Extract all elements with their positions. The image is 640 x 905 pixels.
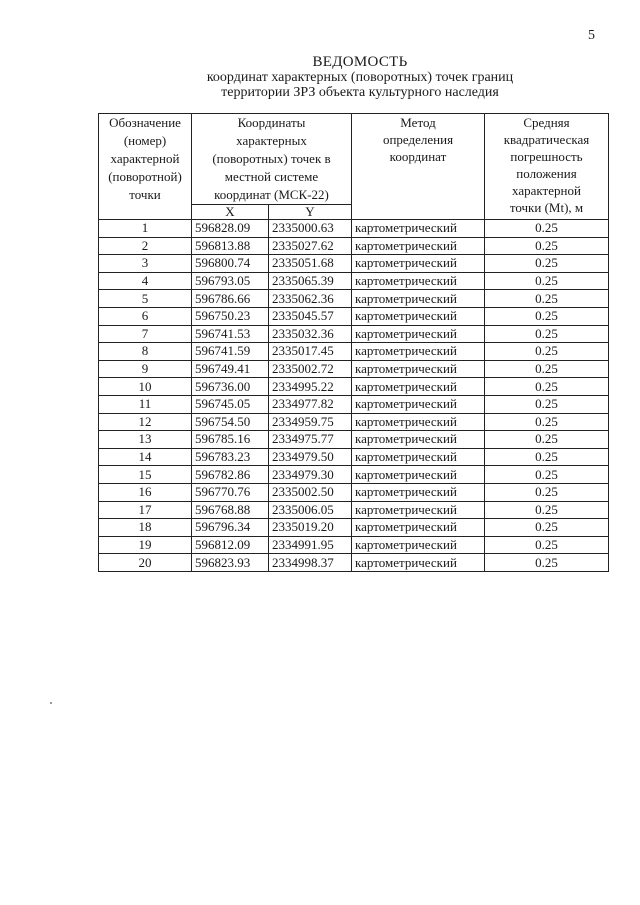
method-cell: картометрический: [352, 466, 485, 484]
y-cell: 2334979.50: [269, 448, 352, 466]
error-cell: 0.25: [485, 448, 609, 466]
point-number-cell: 1: [99, 220, 192, 238]
y-cell: 2335045.57: [269, 307, 352, 325]
table-row: [99, 290, 609, 308]
table-row: [99, 554, 609, 572]
y-cell: 2334975.77: [269, 431, 352, 449]
y-cell: 2335000.63: [269, 220, 352, 238]
error-cell: 0.25: [485, 378, 609, 396]
header-line: Обозначение: [109, 115, 181, 130]
method-cell: картометрический: [352, 448, 485, 466]
page-number: 5: [588, 28, 595, 43]
error-cell: 0.25: [485, 272, 609, 290]
header-designation: [99, 114, 192, 220]
table-row: [99, 483, 609, 501]
method-cell: картометрический: [352, 501, 485, 519]
document-heading: [160, 55, 560, 100]
y-cell: 2335019.20: [269, 519, 352, 537]
table-row: [99, 395, 609, 413]
header-line: координат: [389, 149, 447, 164]
y-cell: 2334979.30: [269, 466, 352, 484]
method-cell: картометрический: [352, 554, 485, 572]
method-cell: картометрический: [352, 307, 485, 325]
y-cell: 2335027.62: [269, 237, 352, 255]
header-coordinates: [192, 114, 352, 205]
table-row: [99, 272, 609, 290]
point-number-cell: 20: [99, 554, 192, 572]
point-number-cell: 11: [99, 395, 192, 413]
table-body: [99, 220, 609, 572]
x-cell: 596768.88: [192, 501, 269, 519]
header-line: характерной: [110, 151, 180, 166]
x-cell: 596783.23: [192, 448, 269, 466]
header-line: (номер): [123, 133, 167, 148]
point-number-cell: 6: [99, 307, 192, 325]
header-line: местной системе: [224, 169, 319, 184]
error-cell: 0.25: [485, 554, 609, 572]
header-line: (поворотной): [108, 169, 182, 184]
x-cell: 596749.41: [192, 360, 269, 378]
header-line: квадратическая: [503, 132, 590, 147]
error-cell: 0.25: [485, 501, 609, 519]
header-line: Координаты: [237, 115, 306, 130]
error-cell: 0.25: [485, 519, 609, 537]
method-cell: картометрический: [352, 536, 485, 554]
method-cell: картометрический: [352, 413, 485, 431]
point-number-cell: 18: [99, 519, 192, 537]
header-line: определения: [382, 132, 454, 147]
x-cell: 596754.50: [192, 413, 269, 431]
header-error: [485, 114, 609, 220]
table-row: [99, 413, 609, 431]
point-number-cell: 19: [99, 536, 192, 554]
table-row: [99, 431, 609, 449]
header-line: характерной: [512, 183, 581, 198]
x-cell: 596823.93: [192, 554, 269, 572]
method-cell: картометрический: [352, 272, 485, 290]
error-cell: 0.25: [485, 536, 609, 554]
error-cell: 0.25: [485, 343, 609, 361]
table-row: [99, 237, 609, 255]
x-cell: 596770.76: [192, 483, 269, 501]
method-cell: картометрический: [352, 237, 485, 255]
x-cell: 596796.34: [192, 519, 269, 537]
point-number-cell: 14: [99, 448, 192, 466]
table-row: [99, 255, 609, 273]
method-cell: картометрический: [352, 255, 485, 273]
error-cell: 0.25: [485, 237, 609, 255]
point-number-cell: 10: [99, 378, 192, 396]
header-line: погрешность: [510, 149, 583, 164]
y-cell: 2334977.82: [269, 395, 352, 413]
header-method: [352, 114, 485, 220]
document-title: ВЕДОМОСТЬ: [312, 54, 408, 70]
header-line: Средняя: [523, 115, 570, 130]
coordinates-table: [98, 113, 609, 572]
x-cell: 596793.05: [192, 272, 269, 290]
table-row: [99, 519, 609, 537]
table-row: [99, 466, 609, 484]
x-cell: 596741.53: [192, 325, 269, 343]
y-cell: 2335032.36: [269, 325, 352, 343]
table-row: [99, 220, 609, 238]
y-cell: 2335002.50: [269, 483, 352, 501]
table-row: [99, 360, 609, 378]
point-number-cell: 5: [99, 290, 192, 308]
x-cell: 596745.05: [192, 395, 269, 413]
method-cell: картометрический: [352, 290, 485, 308]
header-line: точки: [129, 187, 161, 202]
point-number-cell: 13: [99, 431, 192, 449]
header-x: X: [192, 205, 269, 220]
header-line: характерных: [236, 133, 307, 148]
error-cell: 0.25: [485, 307, 609, 325]
method-cell: картометрический: [352, 360, 485, 378]
error-cell: 0.25: [485, 395, 609, 413]
method-cell: картометрический: [352, 483, 485, 501]
method-cell: картометрический: [352, 220, 485, 238]
method-cell: картометрический: [352, 519, 485, 537]
x-cell: 596813.88: [192, 237, 269, 255]
table-row: [99, 325, 609, 343]
table-row: [99, 343, 609, 361]
error-cell: 0.25: [485, 290, 609, 308]
table-row: [99, 501, 609, 519]
y-cell: 2335065.39: [269, 272, 352, 290]
header-line: Метод: [400, 115, 436, 130]
table-row: [99, 448, 609, 466]
table-row: [99, 536, 609, 554]
header-y: Y: [269, 205, 352, 220]
method-cell: картометрический: [352, 395, 485, 413]
error-cell: 0.25: [485, 483, 609, 501]
x-cell: 596782.86: [192, 466, 269, 484]
method-cell: картометрический: [352, 325, 485, 343]
x-cell: 596785.16: [192, 431, 269, 449]
x-cell: 596741.59: [192, 343, 269, 361]
x-cell: 596786.66: [192, 290, 269, 308]
header-line: точки (Mt), м: [509, 200, 584, 215]
y-cell: 2335062.36: [269, 290, 352, 308]
error-cell: 0.25: [485, 255, 609, 273]
error-cell: 0.25: [485, 466, 609, 484]
document-subtitle-line-1: координат характерных (поворотных) точек границ: [206, 70, 514, 85]
error-cell: 0.25: [485, 360, 609, 378]
point-number-cell: 17: [99, 501, 192, 519]
header-line: координат (МСК-22): [214, 187, 329, 202]
header-line: (поворотных) точек в: [212, 151, 331, 166]
y-cell: 2335002.72: [269, 360, 352, 378]
x-cell: 596800.74: [192, 255, 269, 273]
error-cell: 0.25: [485, 413, 609, 431]
y-cell: 2334959.75: [269, 413, 352, 431]
method-cell: картометрический: [352, 343, 485, 361]
y-cell: 2334991.95: [269, 536, 352, 554]
y-cell: 2335051.68: [269, 255, 352, 273]
method-cell: картометрический: [352, 378, 485, 396]
table-row: [99, 307, 609, 325]
x-cell: 596750.23: [192, 307, 269, 325]
point-number-cell: 7: [99, 325, 192, 343]
error-cell: 0.25: [485, 325, 609, 343]
document-subtitle-line-2: территории ЗРЗ объекта культурного наследия: [221, 85, 499, 100]
x-cell: 596828.09: [192, 220, 269, 238]
point-number-cell: 8: [99, 343, 192, 361]
method-cell: картометрический: [352, 431, 485, 449]
x-cell: 596736.00: [192, 378, 269, 396]
point-number-cell: 16: [99, 483, 192, 501]
point-number-cell: 2: [99, 237, 192, 255]
error-cell: 0.25: [485, 431, 609, 449]
header-line: положения: [516, 166, 577, 181]
point-number-cell: 15: [99, 466, 192, 484]
y-cell: 2334998.37: [269, 554, 352, 572]
y-cell: 2335017.45: [269, 343, 352, 361]
point-number-cell: 9: [99, 360, 192, 378]
y-cell: 2335006.05: [269, 501, 352, 519]
y-cell: 2334995.22: [269, 378, 352, 396]
table-row: [99, 378, 609, 396]
point-number-cell: 4: [99, 272, 192, 290]
point-number-cell: 3: [99, 255, 192, 273]
error-cell: 0.25: [485, 220, 609, 238]
scan-speck: [50, 702, 52, 704]
x-cell: 596812.09: [192, 536, 269, 554]
point-number-cell: 12: [99, 413, 192, 431]
